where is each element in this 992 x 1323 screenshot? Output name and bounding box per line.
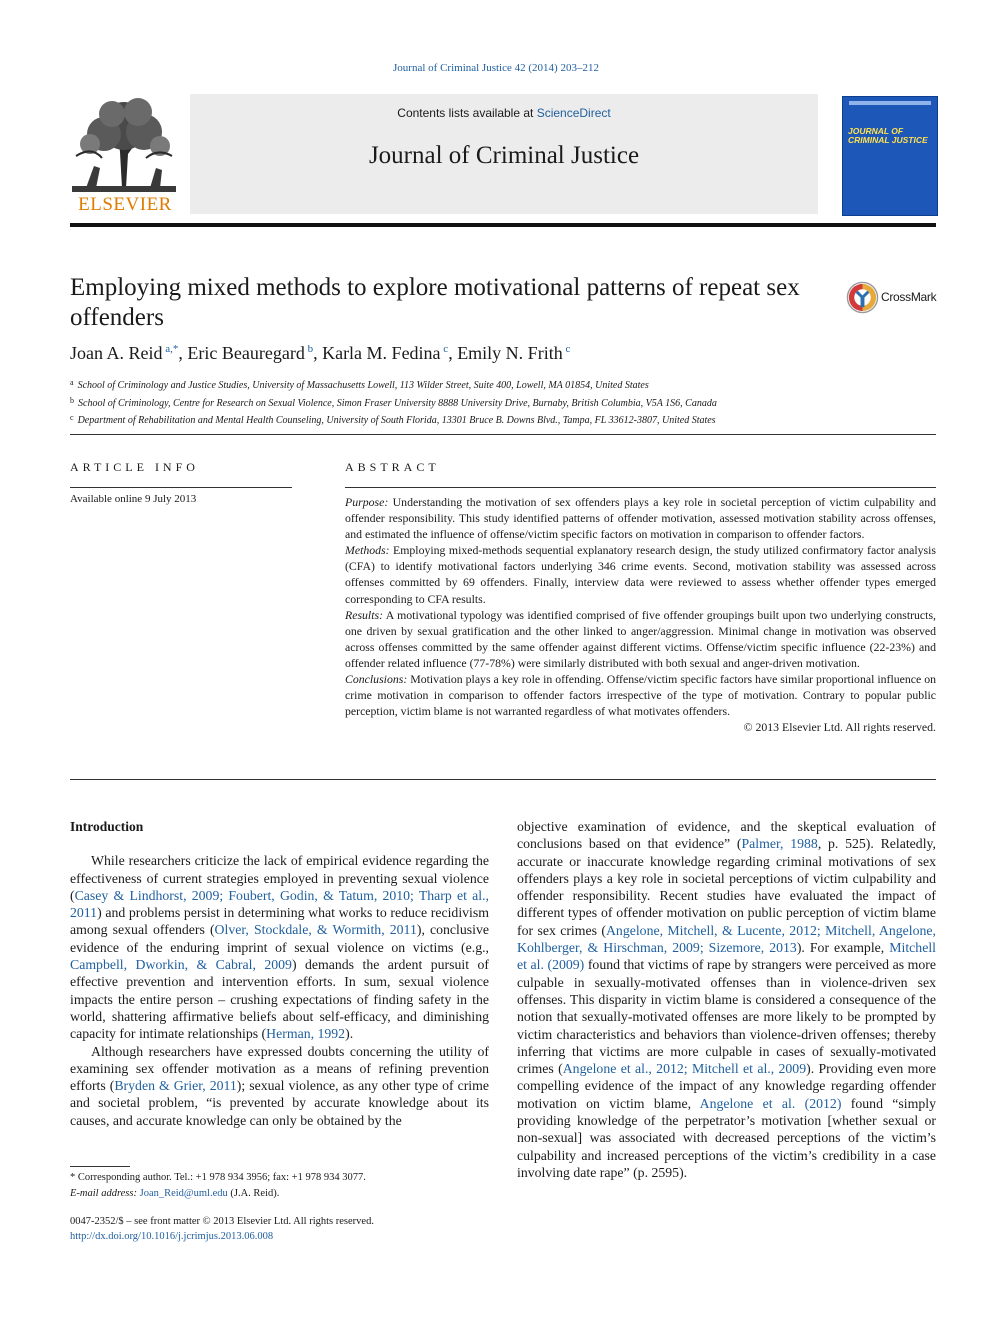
journal-cover-thumbnail[interactable]: [842, 96, 938, 216]
issn-block: [70, 1214, 490, 1244]
contents-prefix: Contents lists available at: [397, 106, 537, 120]
body-paragraph: [517, 818, 936, 1181]
author-name[interactable]: Eric Beauregard: [187, 343, 305, 363]
affiliation-text: Department of Rehabilitation and Mental Health Counseling, University of South Florida, 13301 Bruce B. Downs Blvd., Tampa, FL 33612-3807, United States: [77, 415, 716, 427]
body-text: ).: [345, 1026, 354, 1042]
body-text: objective examination of evidence, and the skeptical evaluation of conclusions based on that evidence” (: [517, 819, 936, 852]
affiliation-text: School of Criminology, Centre for Research on Sexual Violence, Simon Fraser University 8888 University Drive, Burnaby, British Columbia, V5A 1S6, Canada: [78, 397, 717, 409]
email-label: E-mail address:: [70, 1188, 140, 1199]
abstract-section: [345, 671, 936, 719]
author-affiliation-marker[interactable]: a,*: [162, 343, 179, 355]
divider: [345, 487, 936, 488]
divider: [70, 487, 292, 488]
journal-masthead: [70, 94, 936, 234]
cover-title: JOURNAL OF CRIMINAL JUSTICE: [848, 126, 928, 145]
journal-citation[interactable]: Journal of Criminal Justice 42 (2014) 203–212: [393, 62, 599, 74]
corresponding-author-note: * Corresponding author. Tel.: +1 978 934 3956; fax: +1 978 934 3077.: [70, 1172, 366, 1183]
abstract-heading: ABSTRACT: [345, 460, 440, 474]
cover-header-strip: [849, 101, 931, 105]
affiliation-marker: b: [70, 395, 74, 405]
author-name[interactable]: Joan A. Reid: [70, 343, 163, 363]
abstract-section: [345, 542, 936, 606]
author-affiliation-marker[interactable]: c: [440, 343, 449, 355]
elsevier-wordmark: ELSEVIER: [78, 194, 172, 215]
citation-link[interactable]: Angelone, Mitchell, & Lucente, 2012; Mitchell, Angelone, Kohlberger, & Hirschman, 2009; Sizemore, 2013: [517, 922, 936, 956]
affiliation-marker: a: [70, 378, 74, 387]
body-text: , p. 525). Relatedly, accurate or inaccurate knowledge regarding criminal motivations of sex offenders plays a key role in societal perceptions of victim culpability and offender responsibility. Recent studies have evaluated the impact of different types of offender motivation on public perception of victim blame for sex crimes (: [517, 836, 936, 938]
abstract-section: [345, 607, 936, 671]
abstract-body: [345, 494, 936, 735]
author-name[interactable]: Emily N. Frith: [457, 343, 563, 363]
citation-link[interactable]: Angelone et al., 2012; Mitchell et al., 2009: [562, 1061, 807, 1077]
author-email-link[interactable]: Joan_Reid@uml.edu: [139, 1188, 228, 1199]
crossmark-label: CrossMark: [881, 290, 937, 304]
contents-line: [190, 106, 818, 120]
abstract-section-text: Motivation plays a key role in offending. Offense/victim specific factors have similar proportional influence on crime motivation in comparison to offender factors irrespective of the type of motivation. Contrary to popular public perception, victim blame is not warranted regardless of what motivates offenders.: [345, 672, 936, 719]
author-separator: ,: [448, 343, 458, 363]
author-affiliation-marker[interactable]: b: [304, 343, 314, 355]
email-suffix: (J.A. Reid).: [227, 1188, 280, 1199]
abstract-section-label: Methods:: [345, 543, 390, 558]
publisher-logo[interactable]: [70, 94, 180, 214]
elsevier-tree-icon: [72, 96, 176, 192]
citation-link[interactable]: Palmer, 1988: [741, 836, 818, 852]
divider: [70, 779, 936, 780]
citation-link[interactable]: Olver, Stockdale, & Wormith, 2011: [214, 922, 417, 938]
citation-link[interactable]: Campbell, Dworkin, & Cabral, 2009: [70, 957, 292, 973]
affiliation: [70, 411, 936, 429]
affiliation: [70, 376, 936, 394]
abstract-section-label: Purpose:: [345, 495, 389, 509]
author-separator: ,: [313, 343, 323, 363]
footnotes: [70, 1170, 490, 1202]
body-text: ) demands the ardent pursuit of effective prevention and intervention efforts. In sum, sexual violence impacts the entire person – crushing expectations of finding safety in the world, shattering affirmative beliefs about self-efficacy, and diminishing capacity for intimate relationships (: [70, 957, 489, 1042]
citation-link[interactable]: Casey & Lindhorst, 2009; Foubert, Godin, & Tatum, 2010; Tharp et al., 2011: [70, 887, 489, 921]
body-text: While researchers criticize the lack of empirical evidence regarding the effectiveness of current strategies employed in preventing sexual violence (: [70, 853, 489, 903]
header-rule: [70, 223, 936, 227]
front-matter-line: 0047-2352/$ – see front matter © 2013 Elsevier Ltd. All rights reserved.: [70, 1216, 374, 1227]
body-text: found that victims of rape by strangers were perceived as more culpable in sexually-motivated offenses than in violence-driven sex offenses. This disparity in victim blame is considered a consequence of the notion that sexually-motivated offenses are more likely to be prompted by victim characteristics and behaviors than violence-driven offenses; thereby inferring that victims are more culpable in cases of sexually-motivated crimes (: [517, 957, 936, 1077]
citation-link[interactable]: Mitchell et al. (2009): [517, 940, 936, 973]
article-info-heading: ARTICLE INFO: [70, 460, 199, 474]
copyright-line: © 2013 Elsevier Ltd. All rights reserved.: [743, 720, 936, 735]
body-text: ). Providing even more compelling evidence of the impact of any knowledge regarding offender motivation on victim blame,: [517, 1061, 936, 1111]
abstract-section: [345, 494, 936, 542]
body-text: ); sexual violence, as any other type of crime and societal problem, “is prevented by accurate knowledge about its causes, and accurate knowledge can only be obtained by the: [70, 1078, 489, 1128]
abstract-section-label: Results:: [345, 607, 384, 622]
sciencedirect-link[interactable]: ScienceDirect: [536, 106, 611, 120]
available-online-date: Available online 9 July 2013: [70, 493, 197, 505]
author-list: [70, 343, 930, 364]
crossmark-icon: [846, 281, 879, 314]
body-paragraph: [70, 1043, 489, 1129]
body-column-right: [517, 818, 936, 1181]
author-name[interactable]: Karla M. Fedina: [322, 343, 441, 363]
citation-link[interactable]: Angelone et al. (2012): [699, 1095, 842, 1111]
abstract-section-text: A motivational typology was identified comprised of five offender groupings built upon two underlying constructs, one driven by sexual gratification and the other linked to anger/aggression. Minimal change in motivation was observed across offenses committed by the same offender against different victims. Offense/victim specific influence (22-23%) and offender related influence (77-78%) were similarly distributed with both sexual and anger-driven motivation.: [345, 607, 936, 670]
affiliation: [70, 394, 936, 412]
abstract-section-text: Employing mixed-methods sequential explanatory research design, the study utilized confirmatory factor analysis (CFA) to identify motivational factors underlying 346 crime events. Second, motivation stability was assessed across offenses committed by 69 offenders. Finally, interview data were reviewed to assess whether offender types emerged corresponding to CFA results.: [345, 543, 936, 606]
body-text: found “simply providing knowledge of the perpetrator’s motivation [whether sexual or non-sexual] was associated with decreased perceptions of the victim’s culpability and increased perceptions of the victim’s credibility in a case involving date rape” (p. 2595).: [517, 1095, 937, 1180]
author-affiliation-marker[interactable]: c: [562, 343, 571, 355]
section-heading-introduction: Introduction: [70, 819, 144, 834]
body-text: ). For example,: [796, 940, 890, 956]
divider: [70, 434, 936, 435]
body-text: Although researchers have expressed doubts concerning the utility of examining sex offender motivation as a means of refining prevention efforts (: [70, 1043, 489, 1094]
affiliation-marker: c: [70, 413, 74, 423]
body-text: ), conclusive evidence of the enduring imprint of sexual violence on victims (e.g.,: [70, 922, 489, 955]
abstract-section-text: Understanding the motivation of sex offenders plays a key role in societal perception of victim culpability and offender responsibility. This study identified patterns of offender motivation, assessed motivation stability across offenses, and estimated the influence of offense/victim specific factors on motivation in comparison to offender factors.: [345, 495, 936, 542]
body-column-left: [70, 818, 489, 1129]
journal-title[interactable]: Journal of Criminal Justice: [368, 142, 640, 169]
affiliation-text: School of Criminology and Justice Studies, University of Massachusetts Lowell, 113 Wilder Street, Suite 400, Lowell, MA 01854, United States: [77, 380, 649, 391]
footnote-rule: [70, 1166, 130, 1167]
article-title: Employing mixed methods to explore motivational patterns of repeat sex offenders: [70, 274, 800, 331]
author-separator: ,: [178, 343, 188, 363]
abstract-section-label: Conclusions:: [345, 672, 408, 687]
citation-link[interactable]: Herman, 1992: [266, 1026, 346, 1042]
body-text: ) and problems persist in determining what works to reduce recidivism among sexual offenders (: [70, 905, 489, 938]
crossmark-badge[interactable]: [846, 281, 938, 317]
email-note: [70, 1186, 490, 1202]
affiliation-list: [70, 376, 936, 429]
citation-link[interactable]: Bryden & Grier, 2011: [114, 1078, 237, 1094]
body-paragraph: [70, 852, 489, 1042]
doi-link[interactable]: http://dx.doi.org/10.1016/j.jcrimjus.2013.06.008: [70, 1231, 274, 1242]
abstract-sections: [345, 494, 936, 719]
